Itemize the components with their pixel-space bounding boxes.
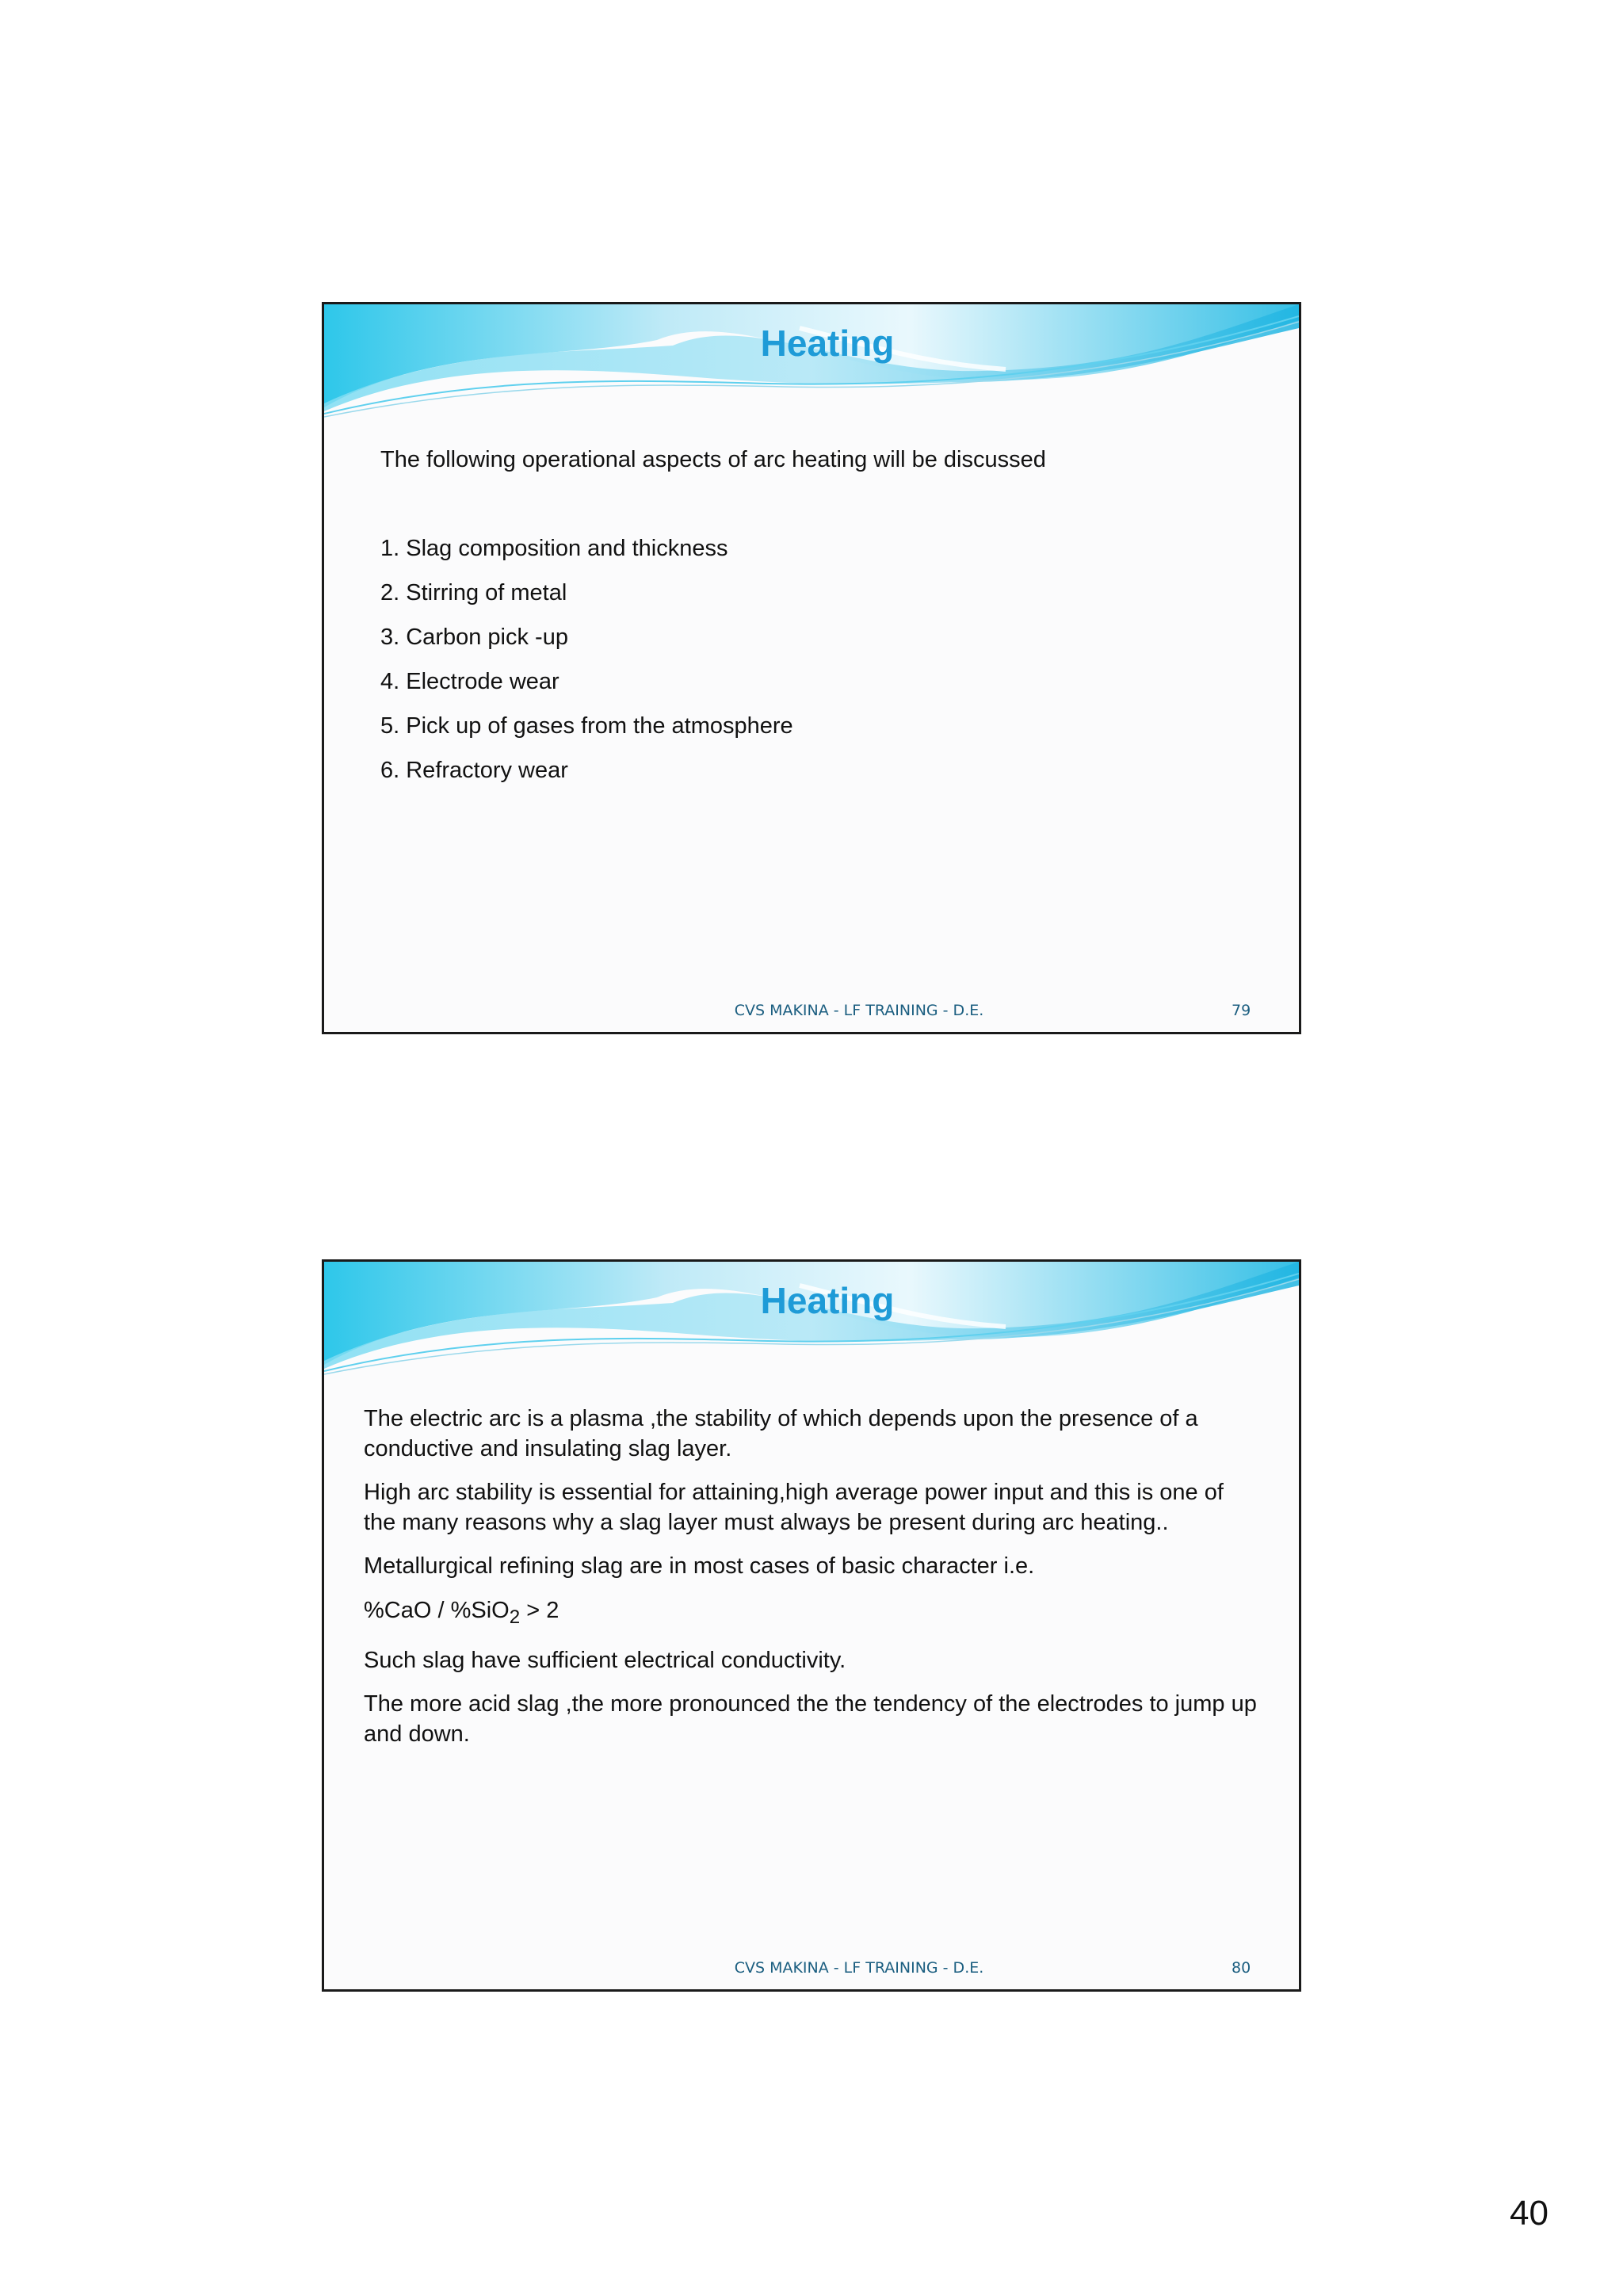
list-item: 5. Pick up of gases from the atmosphere	[380, 713, 793, 739]
list-item: 4. Electrode wear	[380, 669, 559, 694]
formula	[364, 1596, 1259, 1632]
formula-text: > 2	[520, 1597, 559, 1623]
footer-text: CVS MAKINA - LF TRAINING - D.E.	[734, 1959, 984, 1977]
list-item: 3. Carbon pick -up	[380, 625, 568, 650]
paragraph: The electric arc is a plasma ,the stability of which depends upon the presence of a conductive and insulating slag layer.	[364, 1406, 1198, 1461]
list-item: 6. Refractory wear	[380, 758, 568, 783]
list-item: 2. Stirring of metal	[380, 580, 567, 606]
slide-body	[364, 1404, 1259, 1763]
list-item: 1. Slag composition and thickness	[380, 536, 728, 561]
paragraph: The more acid slag ,the more pronounced the the tendency of the electrodes to jump up and down.	[364, 1691, 1257, 1747]
slide-title: Heating	[760, 1280, 895, 1321]
page-number: 40	[1510, 2194, 1549, 2233]
paragraph: Such slag have sufficient electrical conductivity.	[364, 1647, 846, 1673]
slide-title: Heating	[760, 323, 895, 364]
paragraph: High arc stability is essential for attaining,high average power input and this is one of the many reasons why a slag layer must always be present during arc heating..	[364, 1480, 1224, 1535]
formula-subscript: 2	[509, 1606, 521, 1628]
slide-79	[322, 302, 1301, 1034]
formula-text: %CaO / %SiO	[364, 1597, 510, 1623]
slide-number: 80	[1232, 1959, 1251, 1977]
aspects-list	[380, 534, 793, 800]
intro-text: The following operational aspects of arc heating will be discussed	[380, 447, 1046, 472]
slide-number: 79	[1232, 1002, 1251, 1019]
paragraph: Metallurgical refining slag are in most cases of basic character i.e.	[364, 1553, 1035, 1579]
slide-80	[322, 1259, 1301, 1992]
footer-text: CVS MAKINA - LF TRAINING - D.E.	[734, 1002, 984, 1019]
